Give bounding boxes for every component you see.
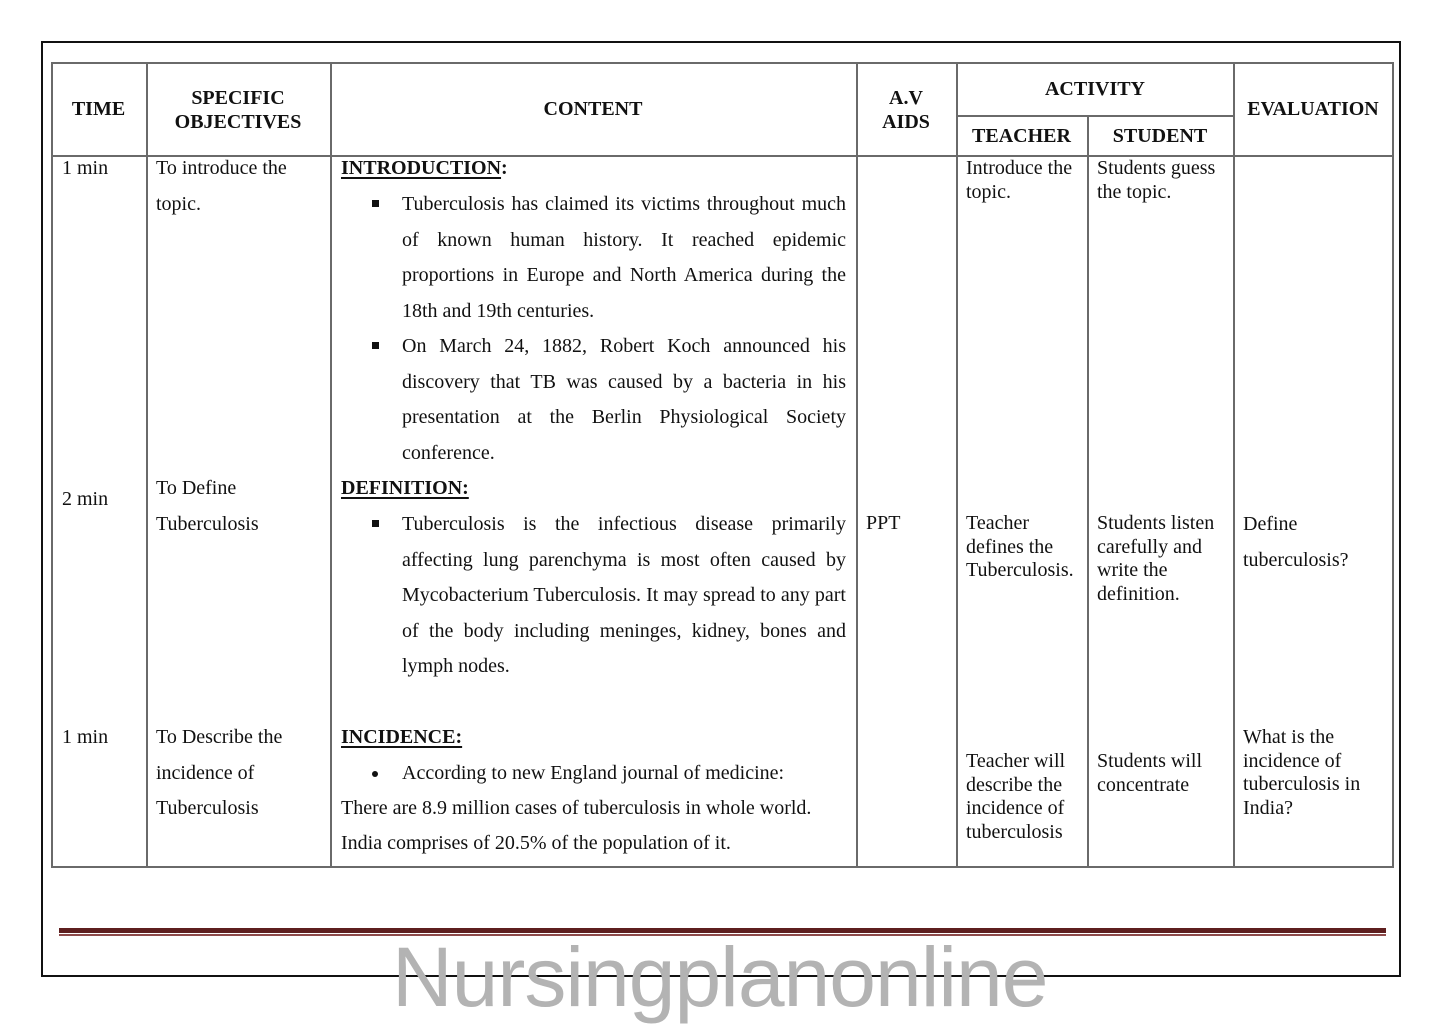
header-content: CONTENT: [543, 98, 643, 120]
row1-teacher-activity: Introduce the topic.: [966, 157, 1073, 203]
square-bullet-icon: [372, 342, 379, 349]
objective-line: incidence of: [156, 761, 255, 784]
row2-heading: DEFINITION:: [341, 477, 469, 499]
header-student: STUDENT: [1112, 125, 1208, 147]
header-teacher: TEACHER: [972, 125, 1071, 147]
row3-bullet-1: According to new England journal of medicine:: [402, 762, 785, 784]
row2-time: 2 min: [62, 488, 109, 510]
row2-teacher-activity: Teacher defines the Tuberculosis.: [966, 512, 1074, 581]
row3-time: 1 min: [62, 726, 109, 748]
objective-line: Tuberculosis: [156, 512, 259, 535]
objective-line: Tuberculosis: [156, 797, 259, 819]
activity-divider: [956, 115, 1234, 117]
header-av-line: AIDS: [882, 111, 930, 133]
row1-student-activity: Students guess the topic.: [1097, 157, 1216, 203]
row1-time: 1 min: [62, 157, 109, 179]
col-line: [146, 62, 148, 867]
header-time: TIME: [71, 98, 126, 120]
evaluation-line: tuberculosis?: [1243, 548, 1349, 571]
row3-heading: INCIDENCE:: [341, 726, 463, 748]
header-objectives-line: SPECIFIC: [191, 87, 285, 109]
objective-line: To introduce the: [156, 157, 287, 179]
col-line: [856, 62, 858, 867]
row2-bullet-1: Tuberculosis is the infectious disease primarily affecting lung parenchyma is most often caused by Mycobacterium Tuberculosis. It may spread to any part of the body including meninges, kidney, bones and lymph nodes.: [402, 513, 846, 677]
objective-line: To Define: [156, 477, 237, 499]
evaluation-line: Define: [1243, 513, 1298, 535]
col-line: [51, 62, 53, 867]
row2-evaluation: [1243, 507, 1388, 578]
row1-heading: [341, 157, 508, 181]
row3-student-activity: Students will concentrate: [1097, 750, 1203, 796]
row3-evaluation: What is the incidence of tuberculosis in India?: [1243, 726, 1361, 819]
col-line: [1233, 62, 1235, 867]
heading-suffix: :: [501, 157, 508, 179]
header-activity: ACTIVITY: [1044, 78, 1146, 100]
col-line: [330, 62, 332, 867]
table-top-border: [51, 62, 1394, 64]
heading-text: INTRODUCTION: [341, 157, 502, 179]
header-objectives-line: OBJECTIVES: [174, 111, 302, 133]
col-line: [956, 62, 958, 867]
header-av-line: A.V: [889, 87, 923, 109]
round-bullet-icon: [372, 771, 378, 777]
row3-teacher-activity: Teacher will describe the incidence of tuberculosis: [966, 750, 1066, 843]
row1-objective: [156, 151, 326, 222]
header-evaluation: EVALUATION: [1247, 98, 1379, 120]
row3-objective: [156, 720, 326, 827]
square-bullet-icon: [372, 520, 379, 527]
row1-bullet-1: Tuberculosis has claimed its victims throughout much of known human history. It reached epidemic proportions in Europe and North America during the 18th and 19th centuries.: [402, 193, 846, 322]
row2-av-aids: PPT: [866, 512, 901, 534]
row1-bullet-2: On March 24, 1882, Robert Koch announced his discovery that TB was caused by a bacteria in his presentation at the Berlin Physiological Society conference.: [402, 335, 846, 464]
objective-line: topic.: [156, 192, 201, 215]
watermark: Nursingplanonline: [392, 930, 1048, 1024]
objective-line: To Describe the: [156, 726, 283, 748]
square-bullet-icon: [372, 200, 379, 207]
table-bottom-border: [51, 866, 1394, 868]
col-line: [1392, 62, 1394, 867]
row3-paragraph-1: There are 8.9 million cases of tuberculosis in whole world.: [341, 797, 812, 819]
row2-student-activity: Students listen carefully and write the definition.: [1097, 512, 1215, 605]
row3-paragraph-2: India comprises of 20.5% of the population of it.: [341, 832, 731, 854]
col-line: [1087, 115, 1089, 867]
header-av-aids: [856, 86, 956, 134]
header-specific-objectives: [146, 86, 330, 134]
row2-objective: [156, 471, 326, 542]
